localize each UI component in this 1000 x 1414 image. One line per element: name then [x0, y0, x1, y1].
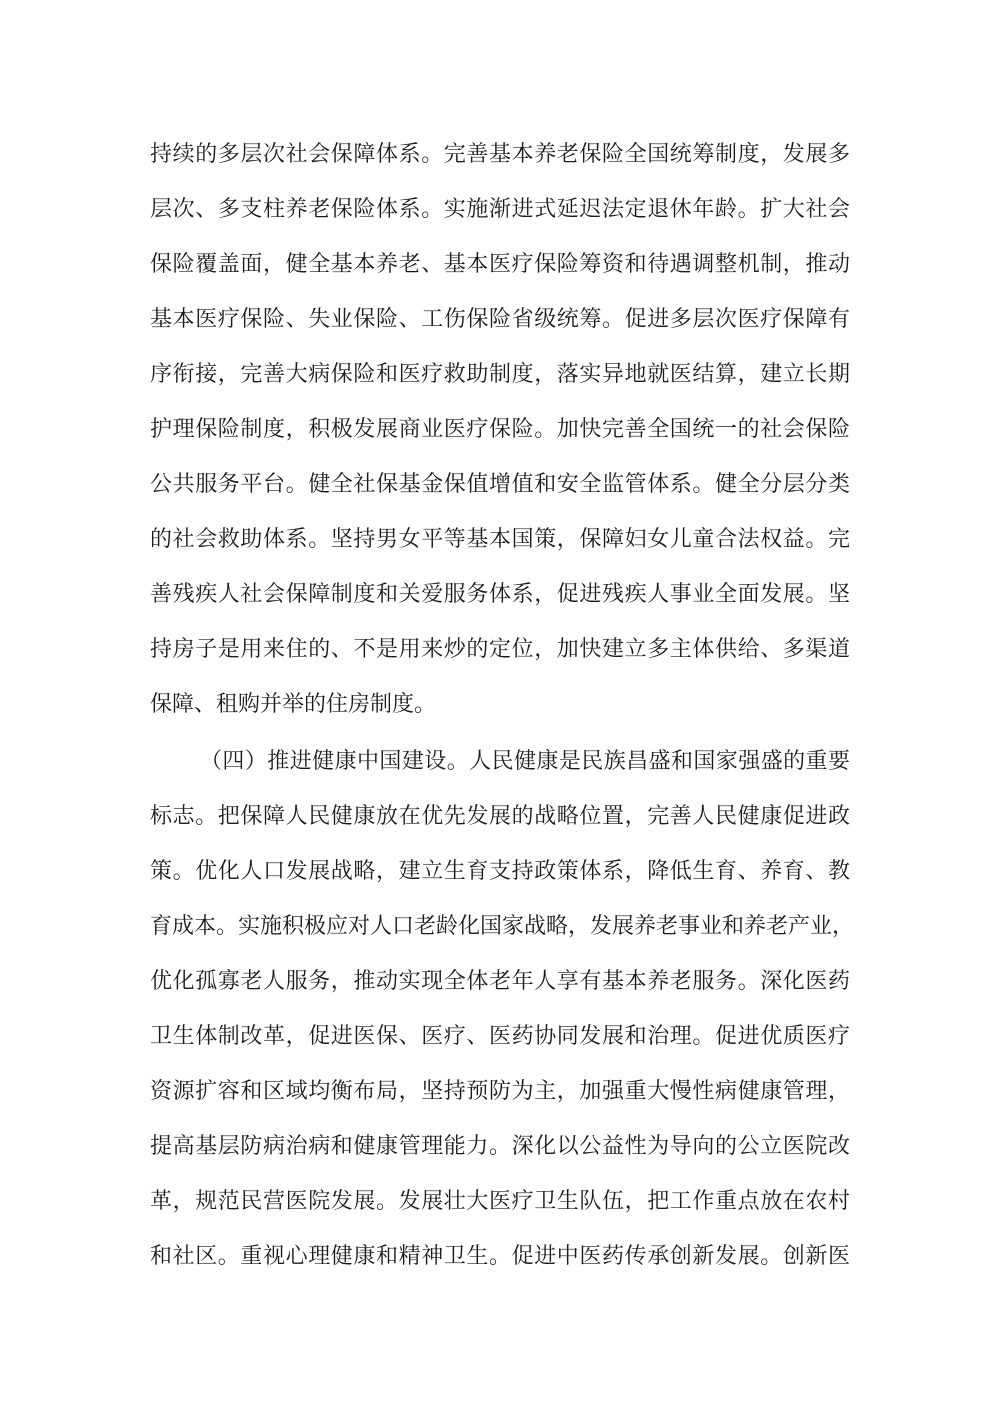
paragraph-line: 基本医疗保险、失业保险、工伤保险省级统筹。促进多层次医疗保障有	[150, 307, 850, 332]
paragraph-line: 善残疾人社会保障制度和关爱服务体系，促进残疾人事业全面发展。坚	[150, 582, 850, 607]
paragraph-line: 策。优化人口发展战略，建立生育支持政策体系，降低生育、养育、教	[150, 859, 850, 884]
paragraph-line: 提高基层防病治病和健康管理能力。深化以公益性为导向的公立医院改	[150, 1134, 850, 1159]
paragraph-line: 保险覆盖面，健全基本养老、基本医疗保险筹资和待遇调整机制，推动	[150, 252, 850, 277]
paragraph-line: 保障、租购并举的住房制度。	[150, 692, 437, 717]
paragraph-line: 和社区。重视心理健康和精神卫生。促进中医药传承创新发展。创新医	[150, 1244, 850, 1269]
paragraph-line: 持房子是用来住的、不是用来炒的定位，加快建立多主体供给、多渠道	[150, 637, 850, 662]
paragraph-line: 优化孤寡老人服务，推动实现全体老年人享有基本养老服务。深化医药	[150, 969, 850, 994]
paragraph-line: 育成本。实施积极应对人口老龄化国家战略，发展养老事业和养老产业，	[150, 914, 855, 939]
paragraph-line: 资源扩容和区域均衡布局，坚持预防为主，加强重大慢性病健康管理，	[150, 1079, 850, 1104]
paragraph-line: 卫生体制改革，促进医保、医疗、医药协同发展和治理。促进优质医疗	[150, 1024, 850, 1049]
paragraph-line: 公共服务平台。健全社保基金保值增值和安全监管体系。健全分层分类	[150, 472, 850, 497]
paragraph-line: （四）推进健康中国建设。人民健康是民族昌盛和国家强盛的重要	[200, 749, 850, 774]
paragraph-line: 的社会救助体系。坚持男女平等基本国策，保障妇女儿童合法权益。完	[150, 527, 850, 552]
paragraph-line: 持续的多层次社会保障体系。完善基本养老保险全国统筹制度，发展多	[150, 142, 850, 167]
paragraph-line: 序衔接，完善大病保险和医疗救助制度，落实异地就医结算，建立长期	[150, 362, 850, 387]
paragraph-line: 护理保险制度，积极发展商业医疗保险。加快完善全国统一的社会保险	[150, 417, 850, 442]
paragraph-line: 标志。把保障人民健康放在优先发展的战略位置，完善人民健康促进政	[150, 804, 850, 829]
paragraph-line: 革，规范民营医院发展。发展壮大医疗卫生队伍，把工作重点放在农村	[150, 1189, 850, 1214]
paragraph-line: 层次、多支柱养老保险体系。实施渐进式延迟法定退休年龄。扩大社会	[150, 197, 850, 222]
